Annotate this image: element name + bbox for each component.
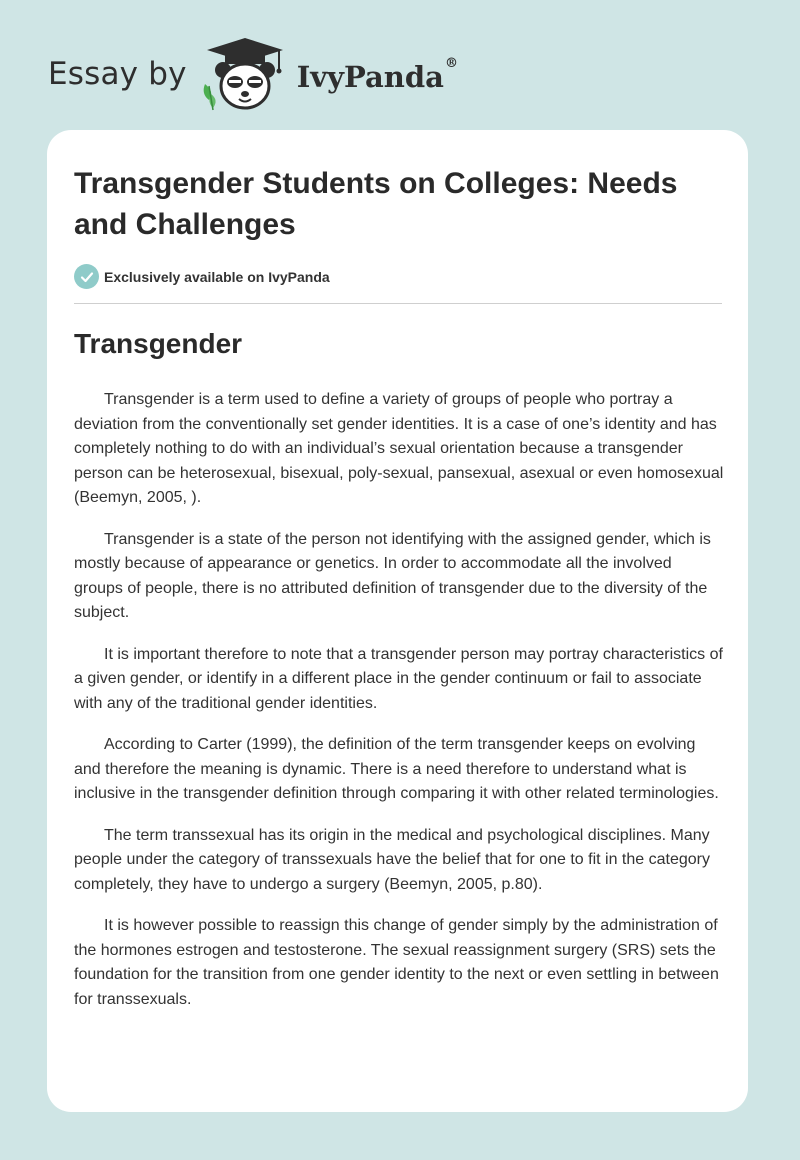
essay-card — [47, 130, 748, 1112]
paragraph: According to Carter (1999), the definition of the term transgender keeps on evolving and therefore the meaning is dynamic. There is a need therefore to understand what is inclusive in the transgender definition through comparing it with other related terminologies. — [74, 736, 719, 802]
exclusive-badge-label: Exclusively available on IvyPanda — [104, 268, 330, 285]
check-circle-icon — [74, 264, 99, 289]
paragraph: It is important therefore to note that a transgender person may portray characteristics of a given gender, or identify in a different place in the gender continuum or fail to associate with any of the traditional gender identities. — [74, 645, 723, 712]
section-heading: Transgender — [74, 328, 243, 359]
paragraph: It is however possible to reassign this change of gender simply by the administration of the hormones estrogen and testosterone. The sexual reassignment surgery (SRS) sets the foundation for the transition from one gender identity to the next or even settling in between for transsexuals. — [74, 917, 719, 1008]
paragraph: The term transsexual has its origin in the medical and psychological disciplines. Many people under the category of transsexuals have the belief that for one to fit in the category completely, they have to undergo a surgery (Beemyn, 2005, p.80). — [74, 826, 710, 893]
article-body — [74, 388, 724, 1029]
essay-by-label: Essay by — [48, 56, 187, 92]
exclusive-badge — [74, 264, 330, 289]
page-title: Transgender Students on Colleges: Needs and Challenges — [74, 167, 678, 241]
paragraph: Transgender is a state of the person not identifying with the assigned gender, which is mostly because of appearance or genetics. In order to accommodate all the involved groups of people, there is no attributed definition of transgender due to the diversity of the subject. — [74, 530, 711, 621]
site-header — [48, 34, 458, 114]
paragraph: Transgender is a term used to define a variety of groups of people who portray a deviation from the conventionally set gender identities. It is a case of one’s identity and has completely nothing to do with an individual’s sexual orientation because a transgender person can be heterosexual, bisexual, poly-sexual, pansexual, asexual or even homosexual (Beemyn, 2005, ). — [74, 391, 724, 506]
registered-mark: ® — [444, 56, 458, 71]
divider — [74, 303, 722, 304]
panda-graduate-logo-icon[interactable] — [199, 36, 291, 112]
brand-name[interactable]: IvyPanda® — [296, 56, 458, 94]
